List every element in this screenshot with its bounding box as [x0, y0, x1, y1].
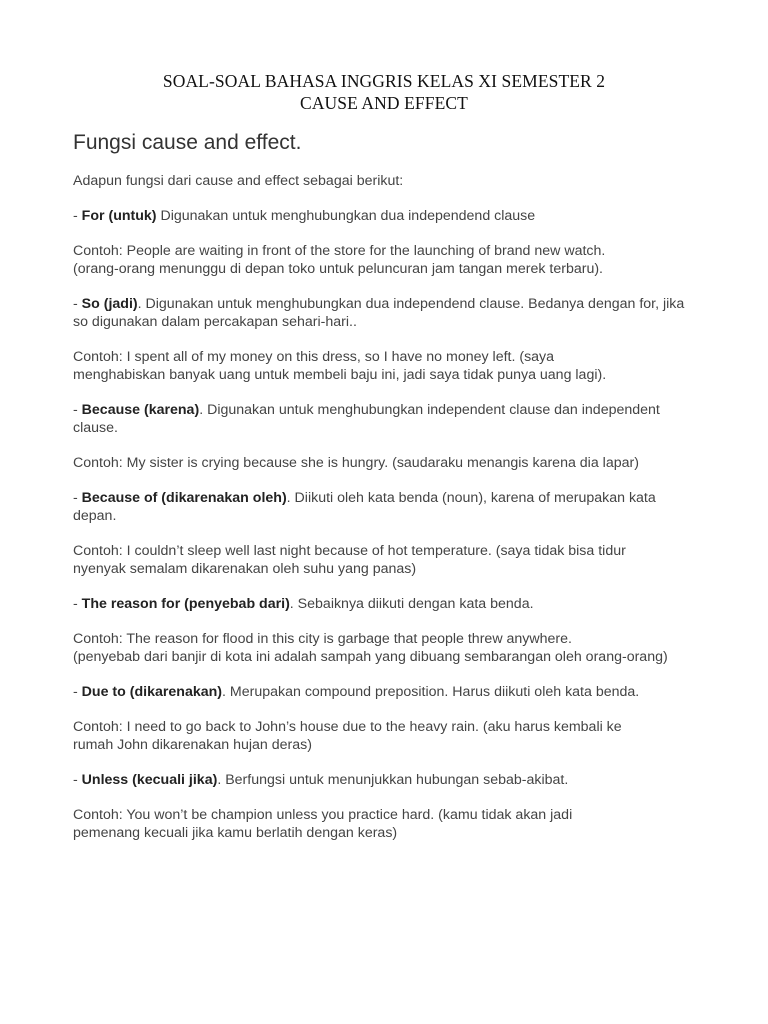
example-paragraph — [73, 542, 703, 578]
example-line: (orang-orang menunggu di depan toko untuk peluncuran jam tangan merek terbaru). — [73, 261, 604, 277]
definition-prefix: - — [73, 296, 82, 312]
example-paragraph — [73, 348, 703, 384]
definition-term: Due to (dikarenakan) — [81, 684, 223, 700]
example-line: nyenyak semalam dikarenakan oleh suhu yang panas) — [73, 561, 417, 577]
document-page — [73, 70, 703, 859]
definition-paragraph — [73, 295, 703, 331]
document-title — [0, 70, 768, 114]
definition-paragraph — [73, 771, 703, 789]
example-paragraph — [73, 806, 703, 842]
example-line: Contoh: You won’t be champion unless you practice hard. (kamu tidak akan jadi — [73, 807, 573, 823]
definition-prefix: - — [73, 596, 82, 612]
definition-paragraph — [73, 683, 703, 701]
example-line: Contoh: I need to go back to John’s house due to the heavy rain. (aku harus kembali ke — [73, 719, 622, 735]
example-line: (penyebab dari banjir di kota ini adalah sampah yang dibuang sembarangan oleh orang-orang) — [73, 649, 668, 665]
definition-term: Because (karena) — [81, 402, 200, 418]
document-title-line-1: SOAL-SOAL BAHASA INGGRIS KELAS XI SEMESTER 2 — [162, 71, 606, 91]
example-line: rumah John dikarenakan hujan deras) — [73, 737, 312, 753]
example-paragraph — [73, 718, 703, 754]
example-paragraph — [73, 242, 703, 278]
definition-term: Unless (kecuali jika) — [81, 772, 218, 788]
definition-text: Digunakan untuk menghubungkan dua independend clause — [156, 208, 536, 224]
definition-prefix: - — [73, 402, 82, 418]
definition-prefix: - — [73, 772, 82, 788]
example-line: Contoh: I spent all of my money on this dress, so I have no money left. (saya — [73, 349, 555, 365]
example-paragraph — [73, 454, 703, 472]
intro-paragraph: Adapun fungsi dari cause and effect sebagai berikut: — [73, 173, 404, 189]
example-line: pemenang kecuali jika kamu berlatih dengan keras) — [73, 825, 398, 841]
definition-text: . Sebaiknya diikuti dengan kata benda. — [289, 596, 534, 612]
example-line: Contoh: I couldn’t sleep well last night because of hot temperature. (saya tidak bisa tidur — [73, 543, 626, 559]
definition-text: . Berfungsi untuk menunjukkan hubungan sebab-akibat. — [217, 772, 569, 788]
document-title-line-2: CAUSE AND EFFECT — [300, 93, 468, 113]
example-paragraph — [73, 630, 703, 666]
example-line: Contoh: People are waiting in front of the store for the launching of brand new watch. — [73, 243, 606, 259]
definition-paragraph — [73, 489, 703, 525]
definition-term: For (untuk) — [81, 208, 157, 224]
definition-term: The reason for (penyebab dari) — [81, 596, 290, 612]
example-line: Contoh: My sister is crying because she is hungry. (saudaraku menangis karena dia lapar) — [73, 455, 639, 471]
definition-text: . Diikuti oleh kata benda (noun), karena of merupakan kata depan. — [73, 490, 656, 524]
definition-paragraph — [73, 207, 703, 225]
definition-paragraph — [73, 595, 703, 613]
example-line: Contoh: The reason for flood in this city is garbage that people threw anywhere. — [73, 631, 572, 647]
definition-text: . Digunakan untuk menghubungkan independent clause dan independent clause. — [73, 402, 660, 436]
definition-term: So (jadi) — [81, 296, 138, 312]
definition-paragraph — [73, 401, 703, 437]
definition-prefix: - — [73, 490, 82, 506]
definition-text: . Merupakan compound preposition. Harus diikuti oleh kata benda. — [222, 684, 640, 700]
definition-prefix: - — [73, 208, 82, 224]
definition-prefix: - — [73, 684, 82, 700]
section-heading: Fungsi cause and effect. — [73, 131, 302, 154]
definition-term: Because of (dikarenakan oleh) — [81, 490, 287, 506]
definition-text: . Digunakan untuk menghubungkan dua independend clause. Bedanya dengan for, jika so digunakan dalam percakapan sehari-hari.. — [73, 296, 685, 330]
example-line: menghabiskan banyak uang untuk membeli baju ini, jadi saya tidak punya uang lagi). — [73, 367, 607, 383]
